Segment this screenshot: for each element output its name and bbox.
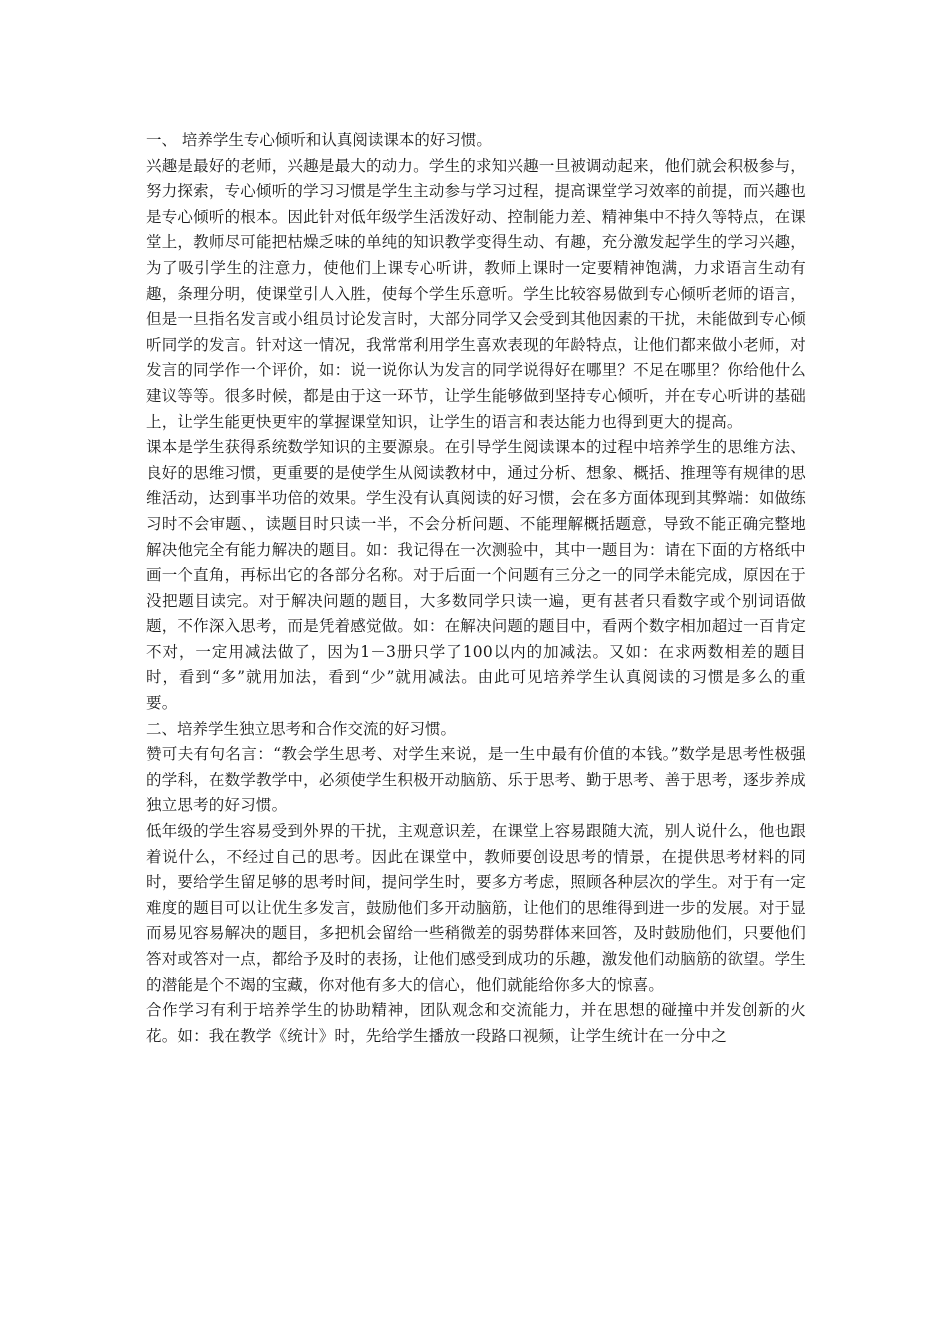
document-body — [146, 128, 806, 1049]
paragraph-independent-thinking: 赞可夫有句名言：“教会学生思考、对学生来说，是一生中最有价值的本钱。”数学是思考性极强的学科，在数学教学中，必须使学生积极开动脑筋、乐于思考、勤于思考、善于思考，逐步养成独立思考的好习惯。 — [146, 745, 806, 815]
paragraph-cooperative-learning: 合作学习有利于培养学生的协助精神，团队观念和交流能力，并在思想的碰撞中并发创新的火花。如：我在教学《统计》时，先给学生播放一段路口视频，让学生统计在一分中之 — [146, 1001, 806, 1045]
paragraph-interest: 兴趣是最好的老师，兴趣是最大的动力。学生的求知兴趣一旦被调动起来，他们就会积极参与，努力探索，专心倾听的学习习惯是学生主动参与学习过程，提高课堂学习效率的前提，而兴趣也是专心倾听的根本。因此针对低年级学生活泼好动、控制能力差、精神集中不持久等特点，在课堂上，教师尽可能把枯燥乏味的单纯的知识教学变得生动、有趣，充分激发起学生的学习兴趣，为了吸引学生的注意力，使他们上课专心听讲，教师上课时一定要精神饱满，力求语言生动有趣，条理分明，使课堂引人入胜，使每个学生乐意听。学生比较容易做到专心倾听老师的语言，但是一旦指名发言或小组员讨论发言时，大部分同学又会受到其他因素的干扰，未能做到专心倾听同学的发言。针对这一情况，我常常利用学生喜欢表现的年龄特点，让他们都来做小老师，对发言的同学作一个评价，如：说一说你认为发言的同学说得好在哪里？不足在哪里？你给他什么建议等等。很多时候，都是由于这一环节，让学生能够做到坚持专心倾听，并在专心听讲的基础上，让学生能更快更牢的掌握课堂知识，让学生的语言和表达能力也得到更大的提高。 — [146, 156, 806, 431]
paragraph-textbook-reading: 课本是学生获得系统数学知识的主要源泉。在引导学生阅读课本的过程中培养学生的思维方法、良好的思维习惯，更重要的是使学生从阅读教材中，通过分析、想象、概括、推理等有规律的思维活动，达到事半功倍的效果。学生没有认真阅读的好习惯，会在多方面体现到其弊端：如做练习时不会审题、，读题目时只读一半，不会分析问题、不能理解概括题意，导致不能正确完整地解决他完全有能力解决的题目。如：我记得在一次测验中，其中一题目为：请在下面的方格纸中画一个直角，再标出它的各部分名称。对于后面一个问题有三分之一的同学未能完成，原因在于没把题目读完。对于解决问题的题目，大多数同学只读一遍，更有甚者只看数字或个别词语做题，不作深入思考，而是凭着感觉做。如：在解决问题的题目中，看两个数字相加超过一百肯定不对，一定用减法做了，因为1－3册只学了100以内的加减法。又如：在求两数相差的题目时，看到“多”就用加法，看到“少”就用减法。由此可见培养学生认真阅读的习惯是多么的重要。 — [146, 438, 806, 713]
section-heading-1: 一、 培养学生专心倾听和认真阅读课本的好习惯。 — [146, 131, 492, 149]
paragraph-low-grade-students: 低年级的学生容易受到外界的干扰，主观意识差，在课堂上容易跟随大流，别人说什么，他也跟着说什么，不经过自己的思考。因此在课堂中，教师要创设思考的情景，在提供思考材料的同时，要给学生留足够的思考时间，提问学生时，要多方考虑，照顾各种层次的学生。对于有一定难度的题目可以让优生多发言，鼓励他们多开动脑筋，让他们的思维得到进一步的发展。对于显而易见容易解决的题目，多把机会留给一些稍微差的弱势群体来回答，及时鼓励他们，只要他们答对或答对一点，都给予及时的表扬，让他们感受到成功的乐趣，激发他们动脑筋的欲望。学生的潜能是个不竭的宝藏，你对他有多大的信心，他们就能给你多大的惊喜。 — [146, 822, 806, 994]
section-heading-2: 二、培养学生独立思考和合作交流的好习惯。 — [146, 719, 457, 738]
